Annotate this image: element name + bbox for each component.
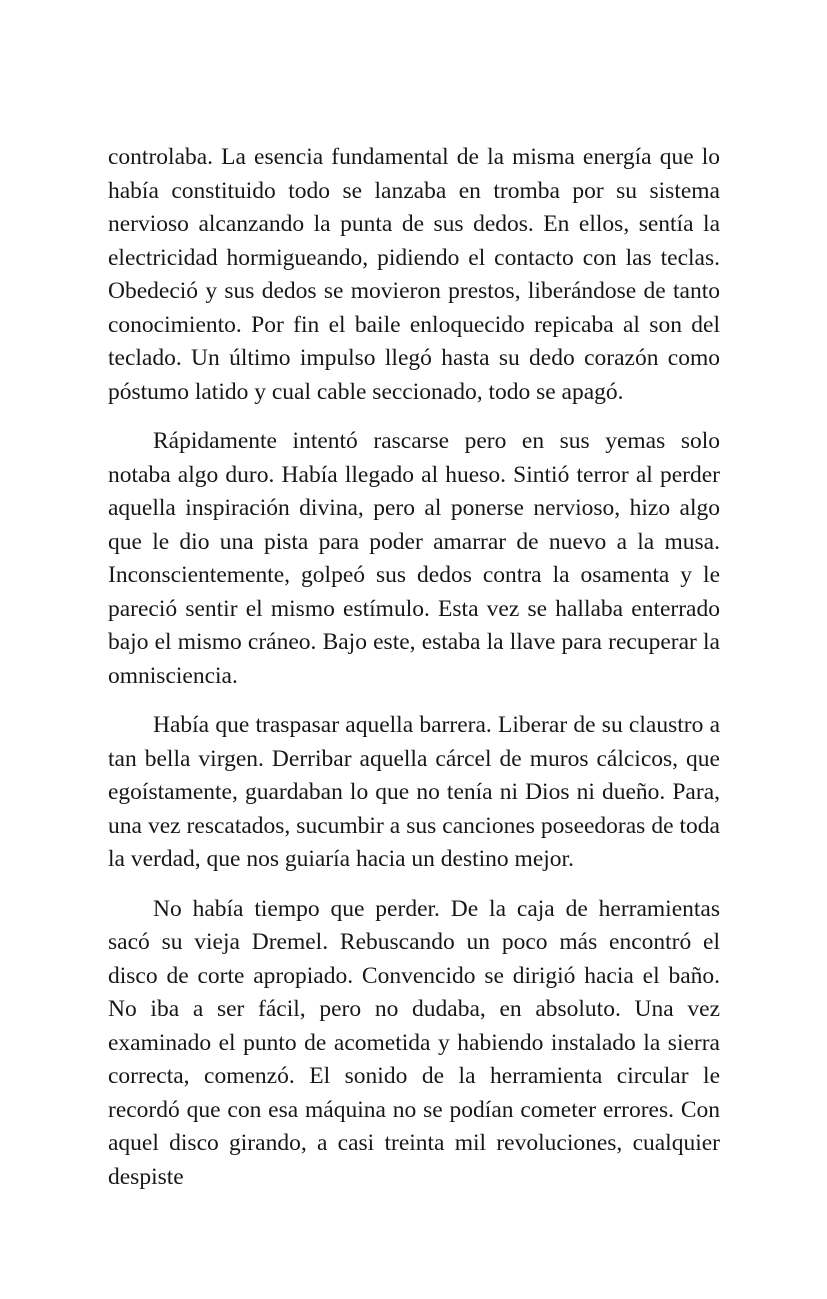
paragraph: Había que traspasar aquella barrera. Liberar de su claustro a tan bella virgen. Derribar aquella cárcel de muros cálcicos, que egoístamente, guardaban lo que no tenía ni Dios ni dueño. Para, una vez rescatados, sucumbir a sus canciones poseedoras de toda la verdad, que nos guiaría hacia un destino mejor. [108, 712, 720, 872]
text-column [108, 141, 720, 1210]
paragraph-continuation: controlaba. La esencia fundamental de la misma energía que lo había constituido todo se lanzaba en tromba por su sistema nervioso alcanzando la punta de sus dedos. En ellos, sentía la electricidad hormigueando, pidiendo el contacto con las teclas. Obedeció y sus dedos se movieron prestos, liberándose de tanto conocimiento. Por fin el baile enloquecido repicaba al son del teclado. Un último impulso llegó hasta su dedo corazón como póstumo latido y cual cable seccionado, todo se apagó. [108, 144, 720, 405]
paragraph: Rápidamente intentó rascarse pero en sus yemas solo notaba algo duro. Había llegado al hueso. Sintió terror al perder aquella inspiración divina, pero al ponerse nervioso, hizo algo que le dio una pista para poder amarrar de nuevo a la musa. Inconscientemente, golpeó sus dedos contra la osamenta y le pareció sentir el mismo estímulo. Esta vez se hallaba enterrado bajo el mismo cráneo. Bajo este, estaba la llave para recuperar la omnisciencia. [108, 428, 720, 689]
paragraph: No había tiempo que perder. De la caja de herramientas sacó su vieja Dremel. Rebuscando un poco más encontró el disco de corte apropiado. Convencido se dirigió hacia el baño. No iba a ser fácil, pero no dudaba, en absoluto. Una vez examinado el punto de acometida y habiendo instalado la sierra correcta, comenzó. El sonido de la herramienta circular le recordó que con esa máquina no se podían cometer errores. Con aquel disco girando, a casi treinta mil revoluciones, cualquier despiste [108, 895, 720, 1190]
